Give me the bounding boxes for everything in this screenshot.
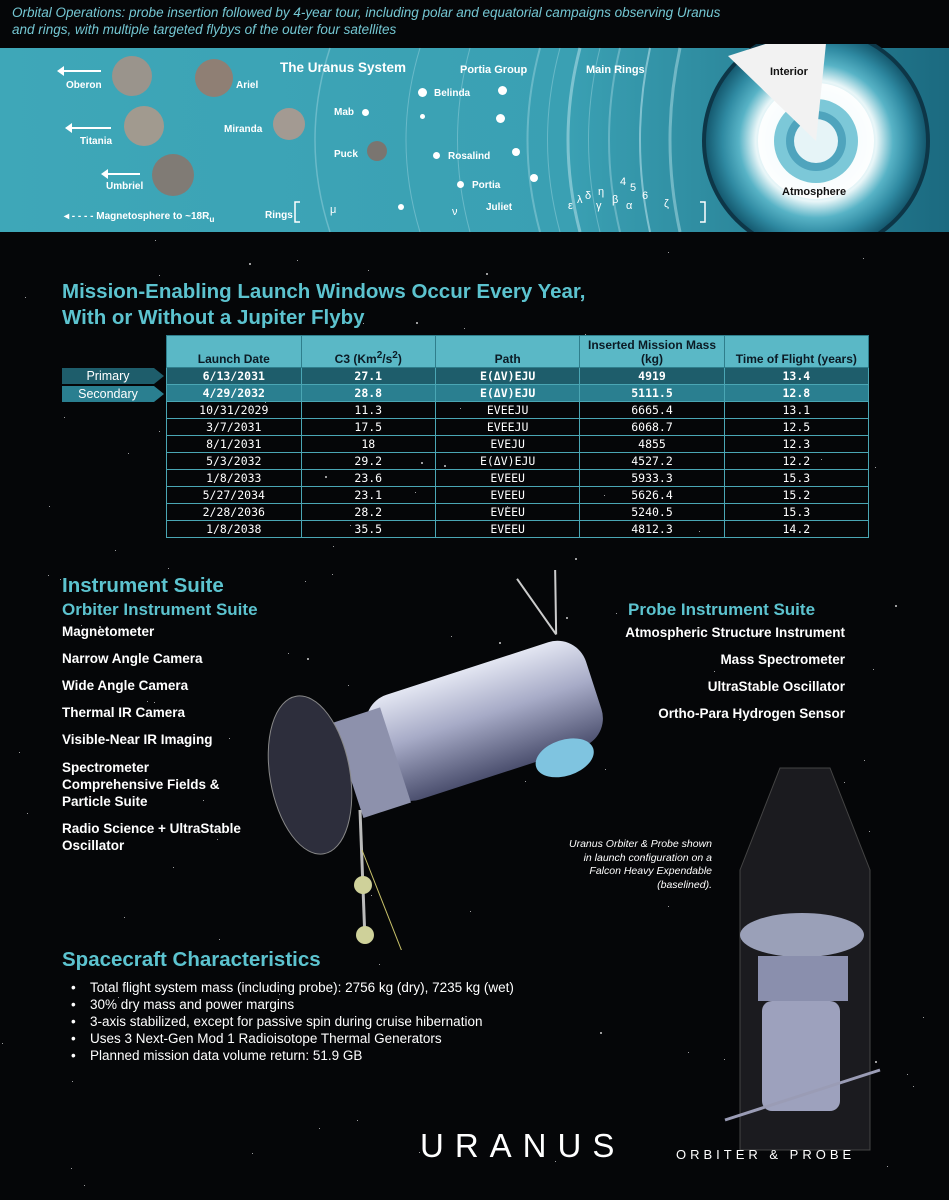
ring-lambda: λ <box>577 194 583 206</box>
star <box>297 260 298 261</box>
moon-label-belinda: Belinda <box>434 88 471 99</box>
star <box>873 669 874 670</box>
col-mass: Inserted Mission Mass (kg) <box>580 336 724 368</box>
cell-launch-date: 10/31/2029 <box>167 402 302 419</box>
portia-group-dot-5 <box>420 114 425 119</box>
probe-instrument: Mass Spectrometer <box>720 652 845 667</box>
moon-label-juliet: Juliet <box>486 202 513 213</box>
moon-label-umbriel: Umbriel <box>106 181 144 192</box>
star <box>159 431 160 432</box>
magnetosphere-label: ◂ - - - - Magnetosphere to $\sim 18R_u$ <box>64 211 215 224</box>
titania-arrow <box>71 127 111 129</box>
table-row <box>167 419 869 436</box>
magnetosphere-text: Magnetosphere to ~18R <box>96 211 210 222</box>
star <box>575 558 577 560</box>
cell-time-of-flight: 12.2 <box>724 453 868 470</box>
cell-time-of-flight: 15.2 <box>724 487 868 504</box>
star <box>72 1081 73 1082</box>
ring-delta: δ <box>585 190 592 202</box>
star <box>71 1168 72 1169</box>
cell-launch-date: 5/3/2032 <box>167 453 302 470</box>
orbiter-instrument: Thermal IR Camera <box>62 705 186 720</box>
cell-time-of-flight: 12.5 <box>724 419 868 436</box>
cell-launch-date: 4/29/2032 <box>167 385 302 402</box>
moon-label-puck: Puck <box>334 149 358 160</box>
cell-c3: 17.5 <box>301 419 435 436</box>
moon-puck <box>367 141 387 161</box>
cell-c3: 11.3 <box>301 402 435 419</box>
cell-launch-date: 2/28/2036 <box>167 504 302 521</box>
magnetosphere-subscript: u <box>209 214 215 224</box>
portia-group-dot-4 <box>530 174 538 182</box>
cell-mass: 6068.7 <box>580 419 724 436</box>
cell-c3: 23.6 <box>301 470 435 487</box>
orbiter-instrument: Wide Angle Camera <box>62 678 189 693</box>
ring-epsilon: ε <box>568 200 573 212</box>
list-item: • Total flight system mass (including probe): 2756 kg (dry), 7235 kg (wet) <box>90 979 514 996</box>
cell-launch-date: 6/13/2031 <box>167 368 302 385</box>
moon-label-ariel: Ariel <box>236 80 259 91</box>
c3-header-sup-1: 2 <box>376 350 383 361</box>
cell-mass: 4527.2 <box>580 453 724 470</box>
ring-mu: μ <box>330 204 337 216</box>
belinda-dot <box>418 88 427 97</box>
cell-mass: 5240.5 <box>580 504 724 521</box>
star <box>219 939 220 940</box>
cell-mass: 5933.3 <box>580 470 724 487</box>
star <box>895 605 897 607</box>
cell-mass: 4812.3 <box>580 521 724 538</box>
cell-mass: 4919 <box>580 368 724 385</box>
c3-header-mid: /s <box>382 352 393 366</box>
uranus-system-band <box>0 44 949 232</box>
portia-group-label: Portia Group <box>460 64 528 76</box>
portia-group-dot-6 <box>398 204 404 210</box>
probe-instrument: Ortho-Para Hydrogen Sensor <box>658 706 845 721</box>
system-title: The Uranus System <box>280 60 407 75</box>
main-rings-label: Main Rings <box>586 64 645 76</box>
cell-c3: 28.8 <box>301 385 435 402</box>
list-item: • Uses 3 Next-Gen Mod 1 Radioisotope Thermal Generators <box>90 1030 514 1047</box>
c3-header-sup-2: 2 <box>392 350 398 361</box>
star <box>128 453 129 454</box>
moon-ariel <box>195 59 233 97</box>
probe-suite-heading: Probe Instrument Suite <box>628 600 816 619</box>
star <box>714 671 715 672</box>
portia-group-dot-1 <box>498 86 507 95</box>
star <box>668 252 669 253</box>
list-item: • 3-axis stabilized, except for passive spin during cruise hibernation <box>90 1013 514 1030</box>
star <box>168 568 169 569</box>
orbiter-instrument: Spectrometer Comprehensive Fields & Particle Suite <box>62 760 220 809</box>
spacecraft-bullets <box>62 979 514 1064</box>
table-header-row <box>167 336 869 368</box>
table-row <box>167 504 869 521</box>
orbiter-instrument: Visible-Near IR Imaging <box>62 732 213 747</box>
table-row <box>167 368 869 385</box>
star <box>115 550 116 551</box>
cell-mass: 4855 <box>580 436 724 453</box>
probe-instrument: UltraStable Oscillator <box>707 679 845 694</box>
star <box>229 738 230 739</box>
cell-c3: 18 <box>301 436 435 453</box>
col-path: Path <box>435 336 579 368</box>
star <box>84 1185 85 1186</box>
cell-path: EVEEU <box>435 504 579 521</box>
cell-path: EVEEJU <box>435 402 579 419</box>
ring-gamma: γ <box>596 200 602 212</box>
launch-windows-title <box>62 279 585 331</box>
col-launch-date: Launch Date <box>167 336 302 368</box>
star <box>19 752 20 753</box>
ring-beta: β <box>612 194 619 206</box>
col-c3 <box>301 336 435 368</box>
table-row <box>167 521 869 538</box>
rosalind-dot <box>433 152 440 159</box>
c3-header-pre: C3 (Km <box>334 352 377 366</box>
star <box>600 1032 602 1034</box>
star <box>124 917 125 918</box>
cell-c3: 23.1 <box>301 487 435 504</box>
spacecraft-heading: Spacecraft Characteristics <box>62 948 321 971</box>
moon-label-miranda: Miranda <box>224 124 263 135</box>
star <box>27 813 28 814</box>
cell-c3: 35.5 <box>301 521 435 538</box>
list-item: • 30% dry mass and power margins <box>90 996 514 1013</box>
star <box>357 1120 358 1121</box>
star <box>147 701 148 702</box>
star <box>923 1017 924 1018</box>
cell-time-of-flight: 13.1 <box>724 402 868 419</box>
ring-5: 5 <box>630 182 637 194</box>
ring-nu: ν <box>452 206 458 218</box>
cell-path: EVEEU <box>435 521 579 538</box>
cell-time-of-flight: 15.3 <box>724 470 868 487</box>
star <box>173 867 174 868</box>
list-item: • Planned mission data volume return: 51.9 GB <box>90 1047 514 1064</box>
table-row <box>167 402 869 419</box>
probe-instrument: Atmospheric Structure Instrument <box>625 625 845 640</box>
cell-launch-date: 8/1/2031 <box>167 436 302 453</box>
atmosphere-label: Atmosphere <box>782 186 847 198</box>
star <box>159 275 160 276</box>
star <box>64 417 65 418</box>
cell-path: E(ΔV)EJU <box>435 385 579 402</box>
cell-time-of-flight: 12.8 <box>724 385 868 402</box>
star <box>249 263 251 265</box>
moon-label-rosalind: Rosalind <box>448 151 491 162</box>
cell-launch-date: 1/8/2033 <box>167 470 302 487</box>
ring-zeta: ζ <box>664 198 669 210</box>
moon-label-oberon: Oberon <box>66 80 102 91</box>
star <box>155 240 156 241</box>
star <box>668 906 669 907</box>
cell-path: EVEEU <box>435 470 579 487</box>
cell-time-of-flight: 15.3 <box>724 504 868 521</box>
table-row <box>167 385 869 402</box>
moon-umbriel <box>152 154 194 196</box>
moon-label-portia: Portia <box>472 180 501 191</box>
star <box>688 1052 689 1053</box>
star <box>863 258 864 259</box>
ring-4: 4 <box>620 176 627 188</box>
fairing-antenna <box>740 913 864 957</box>
moon-oberon <box>112 56 152 96</box>
magnetometer-boom <box>360 810 365 940</box>
cell-time-of-flight: 12.3 <box>724 436 868 453</box>
portia-dot <box>457 181 464 188</box>
interior-label: Interior <box>770 66 808 78</box>
star <box>887 1166 888 1167</box>
star <box>333 546 334 547</box>
cell-path: E(ΔV)EJU <box>435 368 579 385</box>
mab-dot <box>362 109 369 116</box>
instrument-suite-heading: Instrument Suite <box>62 574 224 597</box>
cell-time-of-flight: 14.2 <box>724 521 868 538</box>
umbriel-arrow <box>107 173 140 175</box>
star <box>48 575 49 576</box>
cell-path: EVEEJU <box>435 419 579 436</box>
high-gain-antenna <box>257 689 364 860</box>
col-time-of-flight: Time of Flight (years) <box>724 336 868 368</box>
star <box>379 964 380 965</box>
star <box>252 1153 253 1154</box>
orbiter-instrument: Radio Science + UltraStable Oscillator <box>62 821 241 853</box>
cell-mass: 6665.4 <box>580 402 724 419</box>
table-row <box>167 453 869 470</box>
primary-row-tag: Primary <box>62 368 154 384</box>
launch-fairing-illustration <box>720 760 890 1160</box>
star <box>907 1074 908 1075</box>
star <box>2 1043 3 1044</box>
star <box>368 270 369 271</box>
portia-group-dot-2 <box>496 114 505 123</box>
star <box>875 467 876 468</box>
cell-path: E(ΔV)EJU <box>435 453 579 470</box>
cell-time-of-flight: 13.4 <box>724 368 868 385</box>
cell-launch-date: 1/8/2038 <box>167 521 302 538</box>
orbiter-suite-heading: Orbiter Instrument Suite <box>62 600 258 619</box>
moon-miranda <box>273 108 305 140</box>
rings-label: Rings <box>265 210 293 221</box>
launch-title-line-1: Mission-Enabling Launch Windows Occur Every Year, <box>62 280 586 303</box>
cell-path: EVEJU <box>435 436 579 453</box>
launch-config-caption: Uranus Orbiter & Probe shown in launch configuration on a Falcon Heavy Expendable (baselined). <box>569 838 712 891</box>
orbiter-instrument: Magnetometer <box>62 624 155 639</box>
star <box>49 506 50 507</box>
launch-table-body <box>167 368 869 538</box>
launch-windows-table <box>166 335 869 538</box>
moon-label-titania: Titania <box>80 136 113 147</box>
orbiter-instrument: Narrow Angle Camera <box>62 651 203 666</box>
table-row <box>167 436 869 453</box>
cell-c3: 28.2 <box>301 504 435 521</box>
cell-c3: 29.2 <box>301 453 435 470</box>
star <box>486 273 488 275</box>
cell-c3: 27.1 <box>301 368 435 385</box>
ring-eta: η <box>598 186 605 198</box>
launch-title-line-2: With or Without a Jupiter Flyby <box>62 306 365 329</box>
cell-path: EVEEU <box>435 487 579 504</box>
moon-titania <box>124 106 164 146</box>
table-row <box>167 487 869 504</box>
star <box>60 579 61 580</box>
oberon-arrow <box>63 70 101 72</box>
portia-group-dot-3 <box>512 148 520 156</box>
star <box>25 297 26 298</box>
cell-mass: 5111.5 <box>580 385 724 402</box>
moon-label-mab: Mab <box>334 107 354 118</box>
star <box>913 1086 914 1087</box>
star <box>319 1128 320 1129</box>
brand-subtitle: ORBITER & PROBE <box>676 1147 856 1162</box>
cell-launch-date: 3/7/2031 <box>167 419 302 436</box>
ring-alpha: α <box>626 200 633 212</box>
brand-wordmark: URANUS <box>420 1127 626 1164</box>
header-caption: Orbital Operations: probe insertion followed by 4-year tour, including polar and equatorial campaigns observing Uranus and rings, with multiple targeted flybys of the outer four satellites <box>12 5 721 37</box>
star <box>154 702 155 703</box>
c3-header-post: ) <box>397 352 402 366</box>
cell-launch-date: 5/27/2034 <box>167 487 302 504</box>
cell-mass: 5626.4 <box>580 487 724 504</box>
table-row <box>167 470 869 487</box>
ring-6: 6 <box>642 190 649 202</box>
secondary-row-tag: Secondary <box>62 386 154 402</box>
